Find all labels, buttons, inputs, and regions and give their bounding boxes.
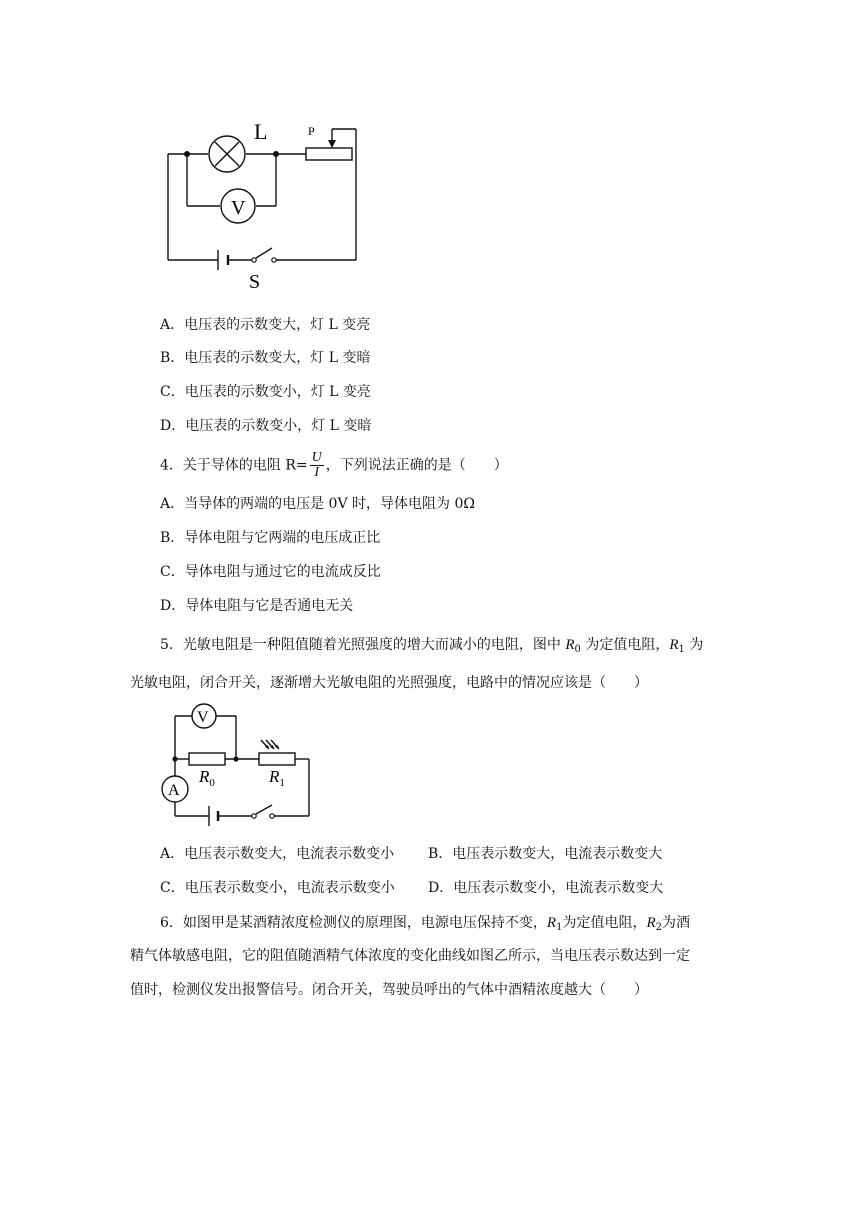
ammeter-label: A — [168, 782, 180, 799]
q4-option-b: B．导体电阻与它两端的电压成正比 — [160, 530, 381, 546]
q3-option-c: C．电压表的示数变小，灯 L 变亮 — [160, 384, 371, 400]
lamp-label: L — [254, 119, 268, 144]
r1-symbol: R — [669, 637, 679, 653]
q6-text-b: 为定值电阻， — [562, 915, 647, 931]
q6-stem-line3: 值时，检测仪发出报警信号。闭合开关，驾驶员呼出的气体中酒精浓度越大（ ） — [130, 982, 648, 998]
q3-option-b: B．电压表的示数变大，灯 L 变暗 — [160, 350, 371, 366]
fraction-denominator: I — [314, 465, 320, 480]
q4-prefix: 4．关于导体的电阻 R= — [160, 457, 308, 474]
r1-subscript: 1 — [678, 644, 685, 655]
q3-option-a: A．电压表的示数变大，灯 L 变亮 — [160, 317, 371, 333]
q4-suffix: ，下列说法正确的是（ ） — [325, 457, 508, 474]
q5-option-d: D．电压表示数变小，电流表示数变大 — [428, 880, 664, 896]
formula-fraction — [310, 451, 324, 480]
voltmeter-label: V — [231, 197, 246, 219]
r0-symbol: R — [565, 637, 575, 653]
q6-r2-symbol: R — [646, 915, 656, 931]
q4-option-d: D．导体电阻与它是否通电无关 — [160, 598, 354, 614]
q6-text-c: 为酒 — [662, 915, 690, 931]
q5-stem-line1 — [160, 635, 703, 660]
q6-r2-subscript: 2 — [655, 922, 662, 933]
voltmeter-label-2: V — [197, 709, 209, 726]
fraction-numerator: U — [311, 450, 322, 465]
q6-stem-line1 — [160, 913, 690, 938]
q5-option-c: C．电压表示数变小，电流表示数变小 — [160, 880, 395, 896]
q5-text-c: 为 — [684, 637, 704, 653]
switch-label: S — [249, 271, 261, 293]
q5-text-a: 5．光敏电阻是一种阻值随着光照强度的增大而减小的电阻，图中 — [160, 637, 566, 653]
q6-r1-symbol: R — [546, 915, 557, 931]
slider-label: P — [308, 124, 315, 138]
q5-option-b: B．电压表示数变大，电流表示数变大 — [428, 846, 663, 862]
q5-option-a: A．电压表示数变大，电流表示数变小 — [160, 846, 395, 862]
q4-option-a: A．当导体的两端的电压是 0V 时，导体电阻为 0Ω — [160, 496, 475, 512]
r0-subscript: 0 — [574, 644, 581, 655]
q4-option-c: C．导体电阻与通过它的电流成反比 — [160, 564, 381, 580]
r1-label: $R_1$ — [269, 767, 285, 789]
q5-text-b: 为定值电阻， — [580, 637, 670, 653]
q4-stem — [160, 451, 508, 480]
q6-stem-line2: 精气体敏感电阻，它的阻值随酒精气体浓度的变化曲线如图乙所示，当电压表示数达到一定 — [130, 948, 690, 964]
q6-r1-subscript: 1 — [556, 922, 563, 933]
q5-stem-line2: 光敏电阻，闭合开关，逐渐增大光敏电阻的光照强度，电路中的情况应该是（ ） — [130, 675, 648, 691]
r0-label: $R_0$ — [199, 767, 215, 789]
q6-text-a: 6．如图甲是某酒精浓度检测仪的原理图，电源电压保持不变， — [160, 915, 547, 931]
q3-option-d: D．电压表的示数变小，灯 L 变暗 — [160, 418, 372, 434]
circuit-diagram-lamp — [160, 118, 370, 296]
circuit-diagram-photoresistor — [155, 702, 320, 834]
